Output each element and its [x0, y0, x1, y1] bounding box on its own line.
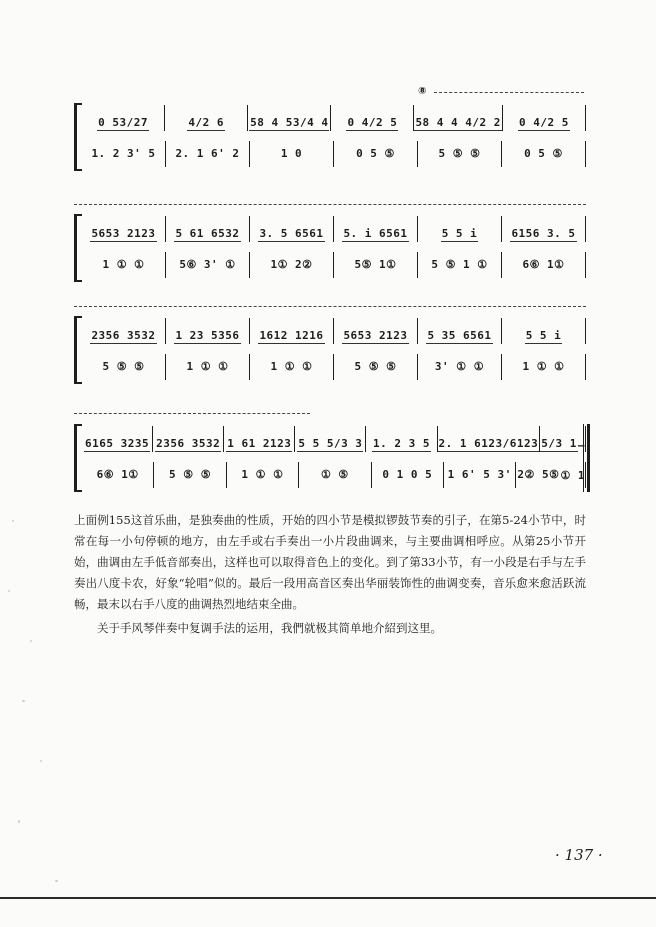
measure	[503, 105, 586, 131]
lower-staff	[82, 354, 586, 380]
measure-notes: 4/2 6	[188, 116, 224, 129]
measure	[154, 462, 226, 488]
measure-notes: 0 4/2 5	[519, 116, 569, 129]
measure	[250, 141, 334, 167]
measure	[250, 252, 334, 278]
scan-speck	[8, 590, 10, 592]
measure	[166, 252, 250, 278]
measure-notes: 1 23 5356	[175, 329, 240, 342]
measure-notes: 0 5 ⑤	[524, 147, 563, 160]
measure-notes: 1 61 2123	[227, 437, 292, 450]
measure-notes: 5 ⑤ 1 ①	[431, 258, 488, 271]
measure	[82, 216, 166, 242]
measure-notes: 6⑥ 1①	[522, 258, 565, 271]
measure-notes: 5 ⑤ ⑤	[102, 360, 145, 373]
system-brace	[74, 103, 82, 171]
measure-notes: 58 4 4 4/2 2	[415, 116, 501, 129]
measure-notes: 6⑥ 1①	[96, 468, 139, 481]
measure	[82, 105, 165, 131]
measure-notes: 1 ① ①	[270, 360, 313, 373]
measure	[502, 141, 586, 167]
measure-notes: 1 ① ①	[186, 360, 229, 373]
measure	[502, 354, 586, 380]
measure	[82, 318, 166, 344]
measure-notes: 3' ① ①	[434, 360, 485, 373]
measure-notes: 5 5 i	[441, 227, 478, 240]
measure-notes: 5⑤ 1①	[354, 258, 397, 271]
segno-mark: ⑧	[418, 86, 427, 97]
measure	[299, 462, 371, 488]
measure	[166, 318, 250, 344]
measure-notes: 2. 1 6123/6123	[438, 437, 539, 450]
measure-notes: 5 5 i	[525, 329, 562, 342]
measure-notes: 1 0	[280, 147, 303, 160]
scan-speck	[30, 640, 32, 642]
measure	[153, 426, 224, 452]
measure-notes: 2. 1 6' 2	[175, 147, 240, 160]
measure	[502, 216, 586, 242]
measure	[334, 252, 418, 278]
measure	[366, 426, 437, 452]
measure-notes: 0 1 0 5	[382, 468, 433, 481]
measure-notes: 5. i 6561	[343, 227, 408, 240]
measure	[418, 141, 502, 167]
page-number: · 137 ·	[555, 846, 603, 864]
measure-notes: ① ⑤	[320, 468, 349, 481]
measure	[334, 318, 418, 344]
measure	[166, 354, 250, 380]
measure	[516, 462, 586, 488]
measure-notes: 5 ⑤ ⑤	[169, 468, 212, 481]
scan-speck	[40, 760, 42, 762]
measure	[82, 426, 153, 452]
measure	[502, 318, 586, 344]
system-brace	[74, 214, 82, 282]
measure-notes: 1 ① ①	[102, 258, 145, 271]
measure	[250, 216, 334, 242]
measure-notes: 5653 2123	[343, 329, 408, 342]
final-barline	[583, 424, 590, 492]
paragraph: 关于手风琴伴奏中复调手法的运用，我們就极其简单地介紹到这里。	[97, 621, 442, 635]
measure	[250, 354, 334, 380]
upper-staff	[82, 318, 586, 344]
music-system-2	[74, 214, 586, 282]
measure-notes: 0 5 ⑤	[356, 147, 395, 160]
measure-notes: 5⑥ 3' ①	[179, 258, 236, 271]
music-system-4	[74, 424, 586, 492]
measure-notes: 2356 3532	[156, 437, 221, 450]
measure	[334, 141, 418, 167]
music-system-3	[74, 316, 586, 384]
measure	[82, 354, 166, 380]
measure	[418, 252, 502, 278]
measure	[166, 141, 250, 167]
measure-notes: –	[577, 439, 586, 452]
measure	[418, 354, 502, 380]
upper-staff	[82, 105, 586, 131]
repeat-dash-line	[74, 306, 586, 307]
measure	[82, 252, 166, 278]
measure-notes: 5 ⑤ ⑤	[438, 147, 481, 160]
music-system-1	[74, 86, 586, 171]
measure	[418, 318, 502, 344]
scan-speck	[18, 820, 20, 823]
measure-notes: 5/3 1	[541, 437, 577, 450]
measure-notes: 1 ① ①	[522, 360, 565, 373]
measure	[295, 426, 366, 452]
measure-notes: 1612 1216	[259, 329, 324, 342]
scan-speck	[55, 880, 58, 882]
measure	[334, 216, 418, 242]
measure	[224, 426, 295, 452]
lower-staff	[82, 141, 586, 167]
system-brace	[74, 316, 82, 384]
measure-notes: 5 35 6561	[427, 329, 492, 342]
measure	[444, 462, 516, 488]
lower-staff	[82, 462, 586, 488]
scan-speck	[22, 700, 25, 702]
paragraph: 上面例155这首乐曲，是独奏曲的性质，开始的四小节是模拟锣鼓节奏的引子，在第5-24小节中，时常在每一小句停顿的地方，由左手或右手奏出一小片段曲调来，与主要曲调相呼应。从第25小节开始，曲调由左手低音部奏出，这样也可以取得音色上的变化。到了第33小节，有一小段是右手与左手奏出八度卡农，好象“轮唱”似的。最后一段用高音区奏出华丽装饰性的曲调变奏，音乐愈来愈活跃流畅，最末以右手八度的曲调热烈地结束全曲。	[74, 513, 586, 611]
measure-notes: 5 61 6532	[175, 227, 240, 240]
system-brace	[74, 424, 82, 492]
measure	[248, 105, 331, 131]
repeat-dash-line	[74, 413, 310, 414]
measure-notes: 1. 2 3' 5	[91, 147, 156, 160]
measure	[502, 252, 586, 278]
measure-notes: 2② 5⑤	[517, 468, 560, 481]
measure	[82, 141, 166, 167]
repeat-dash-line	[434, 92, 584, 93]
measure-notes: 3. 5 6561	[259, 227, 324, 240]
measure	[540, 426, 586, 452]
measure	[250, 318, 334, 344]
measure	[334, 354, 418, 380]
measure-notes: 6156 3. 5	[511, 227, 576, 240]
measure-notes: 1. 2 3 5	[373, 437, 430, 450]
measure	[82, 462, 154, 488]
measure-notes: 1 6' 5 3'	[447, 468, 512, 481]
upper-staff	[82, 426, 586, 452]
bottom-rule	[0, 897, 656, 899]
measure-notes: 0 53/27	[98, 116, 148, 129]
measure	[227, 462, 299, 488]
measure-notes: ① 1	[560, 468, 586, 482]
measure-notes: 5653 2123	[91, 227, 156, 240]
measure-notes: 5 ⑤ ⑤	[354, 360, 397, 373]
repeat-dash-line	[74, 204, 586, 205]
upper-staff	[82, 216, 586, 242]
scan-speck	[12, 520, 14, 522]
measure-notes: 6165 3235	[85, 437, 150, 450]
lower-staff	[82, 252, 586, 278]
measure	[414, 105, 502, 131]
measure	[372, 462, 444, 488]
measure	[331, 105, 414, 131]
measure-notes: 1① 2②	[270, 258, 313, 271]
body-text	[74, 510, 586, 639]
measure-notes: 0 4/2 5	[347, 116, 398, 129]
measure-notes: 1 ① ①	[241, 468, 284, 481]
measure	[438, 426, 541, 452]
measure-notes: 2356 3532	[91, 329, 156, 342]
measure	[166, 216, 250, 242]
measure	[165, 105, 248, 131]
measure	[418, 216, 502, 242]
measure-notes: 58 4 53/4 4	[250, 116, 329, 129]
measure-notes: 5 5 5/3 3	[298, 437, 363, 450]
